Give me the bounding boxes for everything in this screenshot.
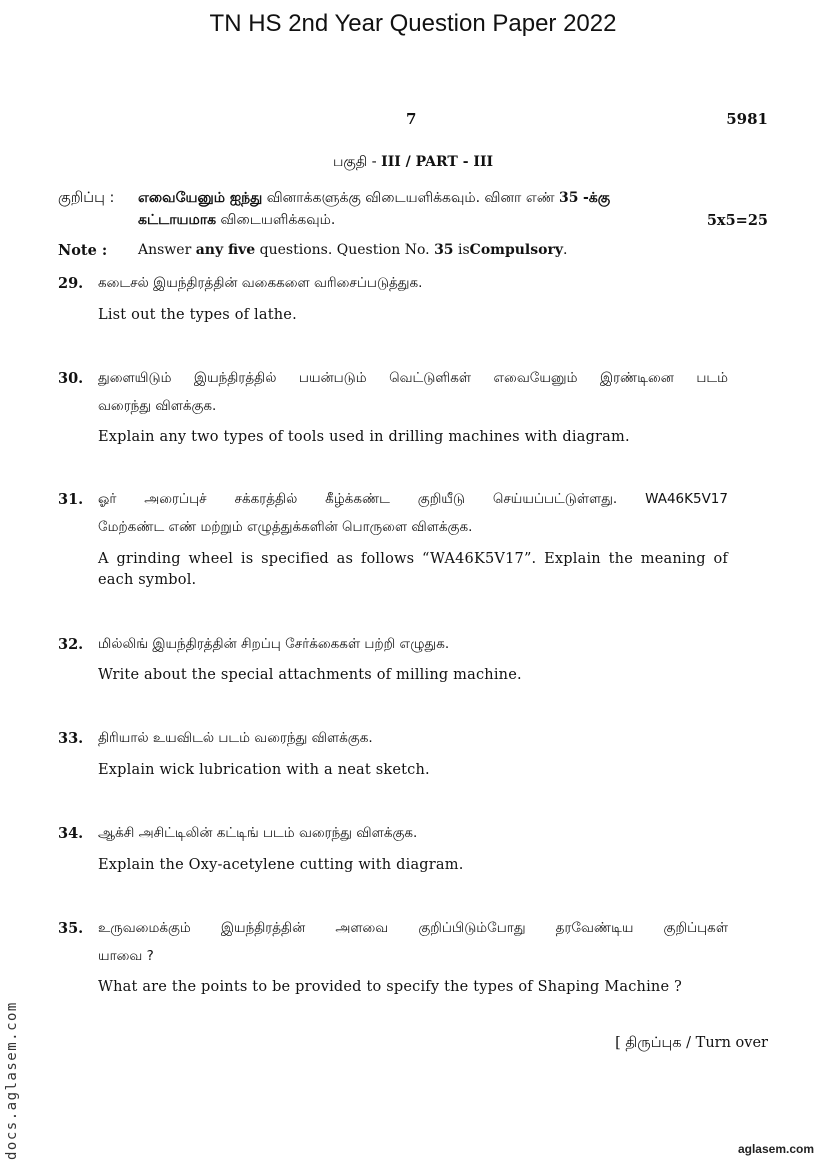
question-tamil: வரைந்து விளக்குக.	[98, 398, 217, 414]
turn-over-note: [ திருப்புக / Turn over	[615, 1035, 768, 1051]
note-bold-35: 35	[434, 242, 454, 258]
question-english: Write about the special attachments of milling machine.	[98, 667, 522, 683]
tamil-note-num: 35	[559, 190, 579, 206]
part-heading-tamil: பகுதி -	[332, 154, 377, 170]
question-number: 33.	[58, 730, 84, 747]
paper-code: 5981	[726, 110, 768, 128]
question-number: 30.	[58, 370, 84, 387]
question-english: each symbol.	[98, 572, 197, 588]
page-number: 7	[406, 110, 417, 128]
brand-watermark: aglasem.com	[737, 1142, 814, 1156]
question-tamil: ஆக்சி அசிட்டிலின் கட்டிங் படம் வரைந்து விளக்குக.	[98, 825, 418, 841]
question-tamil: திரியால் உயவிடல் படம் வரைந்து விளக்குக.	[98, 730, 373, 746]
note-text-3: is	[458, 242, 470, 258]
note-text-1: Answer	[138, 242, 192, 258]
question-tamil: யாவை ?	[98, 948, 154, 964]
english-note	[138, 242, 567, 258]
tamil-note-label: குறிப்பு :	[58, 190, 115, 206]
note-bold-any-five: any five	[195, 242, 256, 258]
question-tamil: உருவமைக்கும் இயந்திரத்தின் அளவை குறிப்பிடும்போது தரவேண்டிய குறிப்புகள்	[98, 920, 728, 936]
question-english: Explain any two types of tools used in drilling machines with diagram.	[98, 429, 630, 445]
question-number: 29.	[58, 275, 84, 292]
question-english: Explain wick lubrication with a neat sketch.	[98, 762, 430, 778]
question-number: 31.	[58, 491, 84, 508]
part-heading	[0, 154, 826, 172]
tamil-note-line2	[138, 212, 335, 230]
question-tamil: மேற்கண்ட எண் மற்றும் எழுத்துக்களின் பொருளை விளக்குக.	[98, 519, 473, 535]
question-tamil: கடைசல் இயந்திரத்தின் வகைகளை வரிசைப்படுத்துக.	[98, 275, 423, 291]
tamil-note-bold2: கட்டாயமாக	[138, 212, 217, 228]
note-text-2: questions. Question No.	[259, 242, 430, 258]
marks-total: 5x5=25	[706, 212, 768, 229]
note-text-4: .	[562, 242, 568, 258]
question-tamil: துளையிடும் இயந்திரத்தில் பயன்படும் வெட்டுளிகள் எவையேனும் இரண்டினை படம்	[98, 370, 728, 386]
question-number: 32.	[58, 636, 84, 653]
tamil-note-rest2: விடையளிக்கவும்.	[220, 212, 336, 228]
tamil-note-rest1: வினாக்களுக்கு விடையளிக்கவும். வினா எண்	[266, 190, 555, 206]
question-english: List out the types of lathe.	[98, 307, 297, 323]
question-english: A grinding wheel is specified as follows “WA46K5V17”. Explain the meaning of	[98, 551, 728, 567]
question-english: What are the points to be provided to specify the types of Shaping Machine ?	[98, 979, 683, 995]
part-heading-english: III / PART - III	[381, 154, 494, 170]
tamil-note-line1	[138, 190, 610, 208]
question-english: Explain the Oxy-acetylene cutting with diagram.	[98, 857, 464, 873]
tamil-note-bold1: எவையேனும் ஐந்து	[138, 190, 263, 206]
question-number: 34.	[58, 825, 84, 842]
question-tamil: மில்லிங் இயந்திரத்தின் சிறப்பு சேர்க்கைகள் பற்றி எழுதுக.	[98, 636, 450, 652]
side-watermark: docs.aglasem.com	[4, 1001, 20, 1160]
question-number: 35.	[58, 920, 84, 937]
english-note-label: Note :	[58, 242, 108, 259]
tamil-note-suffix: -க்கு	[582, 190, 611, 206]
banner-title: TN HS 2nd Year Question Paper 2022	[209, 10, 617, 37]
question-tamil: ஓர் அரைப்புச் சக்கரத்தில் கீழ்க்கண்ட குறியீடு செய்யப்பட்டுள்ளது. WA46K5V17	[98, 491, 728, 507]
note-bold-compulsory: Compulsory	[469, 242, 563, 258]
